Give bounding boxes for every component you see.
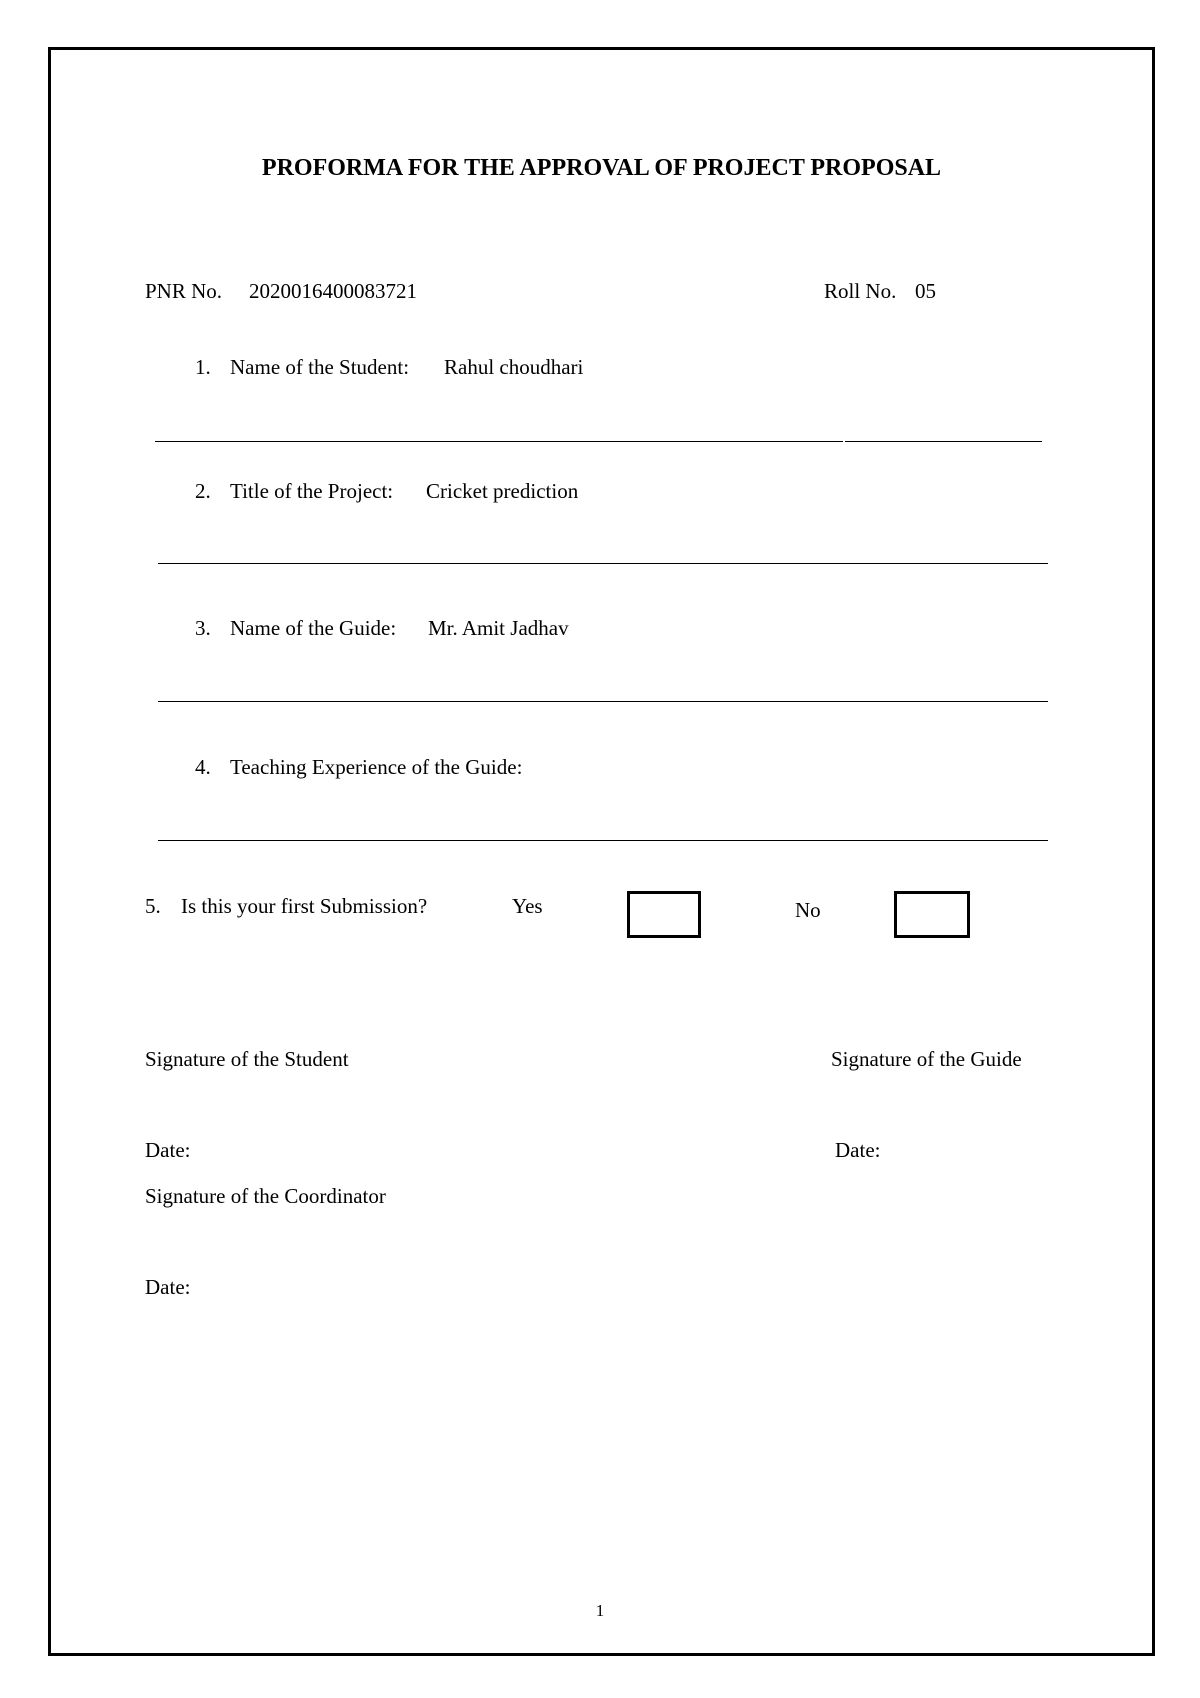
question-5-number: 5.	[145, 894, 161, 918]
student-name-value: Rahul choudhari	[444, 355, 584, 379]
no-label: No	[795, 898, 821, 922]
student-signature-label: Signature of the Student	[145, 1047, 349, 1071]
item-number-4: 4.	[195, 755, 211, 779]
roll-label: Roll No.	[824, 279, 897, 303]
student-date-label: Date:	[145, 1138, 191, 1162]
teaching-experience-rule	[158, 840, 1048, 841]
item-number-2: 2.	[195, 479, 211, 503]
guide-name-value: Mr. Amit Jadhav	[428, 616, 569, 640]
item-label-teaching-experience: Teaching Experience of the Guide:	[230, 755, 523, 779]
project-title-value: Cricket prediction	[426, 479, 579, 503]
question-5-text: Is this your first Submission?	[181, 894, 428, 918]
yes-label: Yes	[512, 894, 543, 918]
no-checkbox[interactable]	[894, 891, 970, 938]
guide-name-rule	[158, 701, 1048, 702]
project-title-rule	[158, 563, 1048, 564]
document-title: PROFORMA FOR THE APPROVAL OF PROJECT PROPOSAL	[261, 155, 942, 181]
yes-checkbox[interactable]	[627, 891, 701, 938]
page-number: 1	[595, 1601, 605, 1620]
student-name-rule	[155, 441, 843, 442]
roll-value: 05	[915, 279, 936, 303]
guide-date-label: Date:	[835, 1138, 881, 1162]
coordinator-signature-label: Signature of the Coordinator	[145, 1184, 386, 1208]
pnr-label: PNR No.	[145, 279, 223, 303]
item-number-3: 3.	[195, 616, 211, 640]
item-label-project-title: Title of the Project:	[230, 479, 394, 503]
item-label-student-name: Name of the Student:	[230, 355, 410, 379]
guide-signature-label: Signature of the Guide	[831, 1047, 1022, 1071]
student-name-rule-extension	[845, 441, 1042, 442]
coordinator-date-label: Date:	[145, 1275, 191, 1299]
pnr-value: 2020016400083721	[249, 279, 417, 303]
item-label-guide-name: Name of the Guide:	[230, 616, 397, 640]
item-number-1: 1.	[195, 355, 211, 379]
